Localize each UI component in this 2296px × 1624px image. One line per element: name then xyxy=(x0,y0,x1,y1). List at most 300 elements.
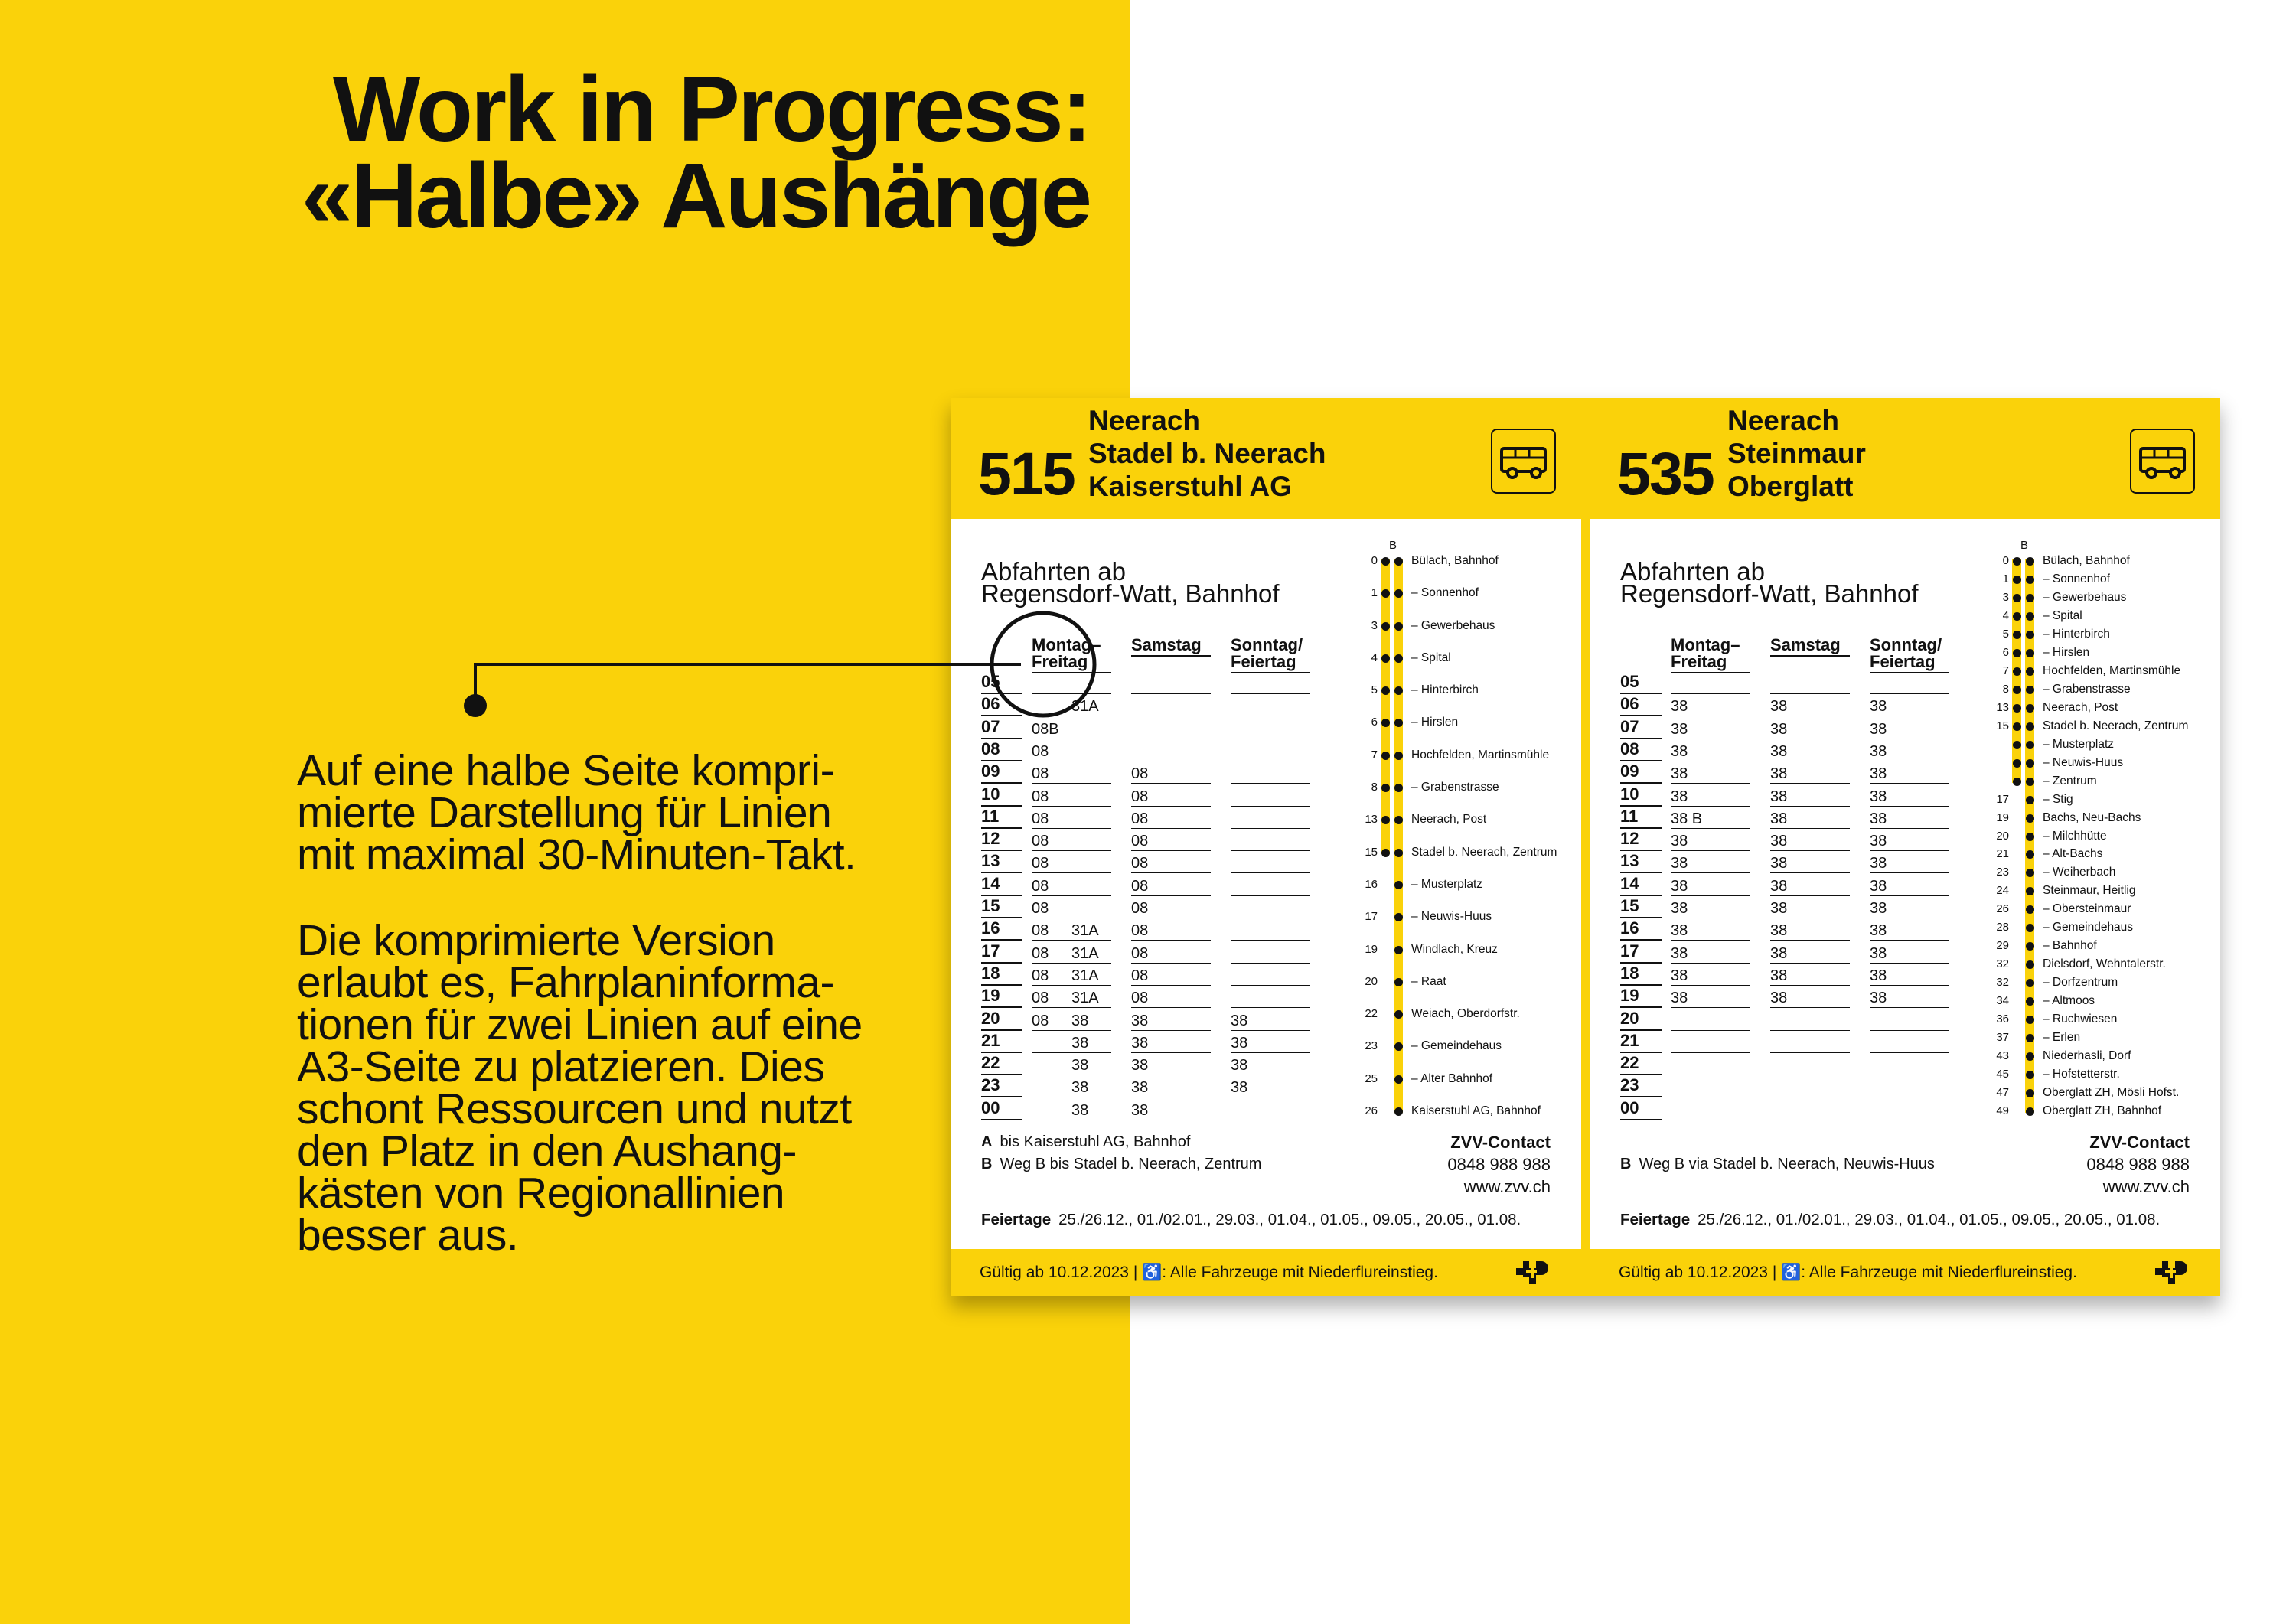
destination: Neerach xyxy=(1088,405,1201,436)
hour-cell: 09 xyxy=(1620,761,1662,784)
saturday-minute: 38 xyxy=(1770,990,1788,1007)
weekday-cell xyxy=(1671,896,1750,918)
departures-title xyxy=(1620,557,1919,608)
stop-name: Oberglatt ZH, Bahnhof xyxy=(2043,1104,2162,1117)
sunday-cell xyxy=(1870,964,1949,986)
stop-dot xyxy=(2026,631,2034,639)
saturday-cell xyxy=(1770,784,1850,807)
timetable-line-535 xyxy=(1590,398,2220,1296)
sunday-minute: 38 xyxy=(1870,855,1887,872)
sunday-cell xyxy=(1870,874,1949,896)
table-row xyxy=(981,672,1303,694)
stop-name: Hochfelden, Martinsmühle xyxy=(2043,664,2181,677)
route-variant-label: B xyxy=(1389,539,1397,552)
sunday-cell xyxy=(1231,761,1310,784)
stop-dot xyxy=(2026,796,2034,804)
swiss-post-logo xyxy=(1515,1260,1549,1286)
stop-dot-variant xyxy=(2013,667,2021,676)
saturday-cell xyxy=(1131,941,1211,964)
destination-list xyxy=(1088,404,1326,503)
stop-minute: 7 xyxy=(2002,664,2009,677)
stop-minute: 47 xyxy=(1996,1086,2009,1100)
sunday-minute: 38 xyxy=(1870,788,1887,805)
sunday-cell xyxy=(1870,986,1949,1008)
sunday-minute: 38 xyxy=(1870,944,1887,962)
stop-minute: 32 xyxy=(1996,957,2009,971)
stop-name: Stadel b. Neerach, Zentrum xyxy=(2043,719,2189,732)
stop-dot xyxy=(2026,557,2034,566)
weekday-minute: 38 xyxy=(1671,698,1688,716)
stop-dot-variant xyxy=(2013,631,2021,639)
saturday-cell xyxy=(1770,964,1850,986)
weekday-cell xyxy=(1032,784,1111,807)
stop-name: Neerach, Post xyxy=(2043,700,2118,714)
saturday-cell xyxy=(1770,717,1850,739)
saturday-cell xyxy=(1131,1009,1211,1031)
table-row xyxy=(981,1009,1303,1031)
stop-minute: 26 xyxy=(1365,1104,1378,1117)
weekday-minute: 38 B xyxy=(1671,810,1703,827)
table-row xyxy=(981,941,1303,964)
stop-minute: 19 xyxy=(1365,942,1378,956)
stop-dot-variant xyxy=(2013,704,2021,713)
stop-minute: 23 xyxy=(1996,866,2009,879)
stop-minute: 20 xyxy=(1365,974,1378,988)
stop-dot-variant xyxy=(2013,576,2021,584)
stop-name: – Hirslen xyxy=(1411,716,1459,729)
stop-name: – Gemeindehaus xyxy=(1411,1039,1502,1053)
saturday-cell xyxy=(1131,874,1211,896)
saturday-cell xyxy=(1770,1075,1850,1097)
stop-dot xyxy=(2026,722,2034,731)
table-row xyxy=(981,717,1303,739)
weekday-cell xyxy=(1671,829,1750,851)
saturday-minute: 38 xyxy=(1770,967,1788,984)
stop-minute: 29 xyxy=(1996,939,2009,953)
sunday-cell xyxy=(1231,964,1310,986)
description-paragraph-1 xyxy=(297,746,955,879)
table-row xyxy=(981,694,1303,716)
stop-dot xyxy=(2026,686,2034,694)
hour-cell: 14 xyxy=(1620,874,1662,896)
table-row xyxy=(981,1075,1303,1097)
stop-minute: 28 xyxy=(1996,921,2009,934)
hour-cell: 15 xyxy=(981,896,1022,918)
weekday-cell xyxy=(1671,1031,1750,1053)
hour-cell: 05 xyxy=(981,672,1022,694)
hour-cell: 09 xyxy=(981,761,1022,784)
stop-name: – Bahnhof xyxy=(2043,939,2097,953)
weekday-minute: 38 xyxy=(1671,967,1688,984)
table-row xyxy=(1620,1031,1942,1053)
saturday-minute: 38 xyxy=(1770,944,1788,962)
sunday-cell xyxy=(1870,851,1949,873)
zvv-contact xyxy=(1447,1131,1551,1198)
hour-cell: 19 xyxy=(981,986,1022,1008)
hour-cell: 11 xyxy=(1620,807,1662,829)
saturday-cell xyxy=(1770,694,1850,716)
description-line: erlaubt es, Fahrplaninforma- xyxy=(297,958,835,1007)
saturday-minute: 38 xyxy=(1131,1012,1149,1029)
saturday-cell xyxy=(1131,1031,1211,1053)
stop-dot xyxy=(2026,649,2034,657)
weekday-minute: 38 xyxy=(1671,788,1688,805)
sunday-minute: 38 xyxy=(1870,720,1887,738)
table-row xyxy=(1620,694,1942,716)
saturday-cell xyxy=(1131,784,1211,807)
stop-dot xyxy=(1394,1075,1403,1084)
hour-cell: 11 xyxy=(981,807,1022,829)
hour-cell: 13 xyxy=(1620,851,1662,873)
saturday-cell xyxy=(1131,918,1211,941)
table-row xyxy=(1620,1053,1942,1075)
hour-cell: 10 xyxy=(981,784,1022,807)
route-line-main xyxy=(1394,559,1403,1113)
hour-cell: 22 xyxy=(1620,1053,1662,1075)
stop-dot-variant xyxy=(1381,557,1390,566)
saturday-minute: 38 xyxy=(1770,765,1788,783)
weekday-cell xyxy=(1032,941,1111,964)
saturday-cell xyxy=(1131,1053,1211,1075)
table-row xyxy=(1620,941,1942,964)
validity-bar xyxy=(951,1249,1581,1296)
saturday-cell xyxy=(1770,874,1850,896)
stop-dot-variant xyxy=(2013,741,2021,749)
stop-name: – Erlen xyxy=(2043,1031,2081,1045)
stop-name: – Gemeindehaus xyxy=(2043,921,2134,934)
sunday-cell xyxy=(1231,1009,1310,1031)
saturday-minute: 38 xyxy=(1131,1057,1149,1075)
saturday-minute: 08 xyxy=(1131,990,1149,1007)
weekday-cell xyxy=(1032,918,1111,941)
stop-name: – Spital xyxy=(2043,608,2082,622)
stop-name: – Milchhütte xyxy=(2043,829,2107,843)
sunday-minute: 38 xyxy=(1870,810,1887,827)
description-line: schont Ressourcen und nutzt xyxy=(297,1084,852,1133)
stop-minute: 8 xyxy=(1371,781,1378,794)
stop-name: – Raat xyxy=(1411,974,1446,988)
destination: Steinmaur xyxy=(1727,438,1866,469)
holidays xyxy=(1620,1208,2160,1231)
weekday-minute: 08 xyxy=(1032,900,1049,917)
weekday-cell xyxy=(1671,851,1750,873)
stop-dot xyxy=(2026,1071,2034,1079)
weekday-minute: 08 xyxy=(1032,1012,1049,1029)
heading-line-2: «Halbe» Aushänge xyxy=(301,143,1090,247)
saturday-minute: 38 xyxy=(1131,1079,1149,1097)
weekday-cell xyxy=(1671,807,1750,829)
departures-station: Regensdorf-Watt, Bahnhof xyxy=(981,579,1280,608)
weekday-cell xyxy=(1671,694,1750,716)
sunday-cell xyxy=(1231,1075,1310,1097)
hour-cell: 18 xyxy=(1620,964,1662,986)
saturday-minute: 08 xyxy=(1131,810,1149,827)
sunday-cell xyxy=(1870,1009,1949,1031)
route-line-variant xyxy=(1381,559,1390,854)
description-line: Die komprimierte Version xyxy=(297,916,775,965)
stop-minute: 6 xyxy=(1371,716,1378,729)
stop-minute: 25 xyxy=(1365,1071,1378,1085)
saturday-cell xyxy=(1131,672,1211,694)
saturday-cell xyxy=(1770,986,1850,1008)
hour-cell: 05 xyxy=(1620,672,1662,694)
sunday-cell xyxy=(1870,694,1949,716)
stop-dot xyxy=(1394,1107,1403,1116)
weekday-cell xyxy=(1032,1009,1111,1031)
weekday-minute: 38 xyxy=(1671,833,1688,850)
sunday-cell xyxy=(1231,784,1310,807)
stop-name: Oberglatt ZH, Mösli Hofst. xyxy=(2043,1086,2180,1100)
table-row xyxy=(981,807,1303,829)
hour-cell: 17 xyxy=(981,941,1022,964)
table-row xyxy=(1620,761,1942,784)
description-line: kästen von Regionallinien xyxy=(297,1169,785,1218)
validity-text: Gültig ab 10.12.2023 | ♿: Alle Fahrzeuge mit Niederflureinstieg. xyxy=(1619,1264,2077,1281)
sunday-cell xyxy=(1231,874,1310,896)
hour-cell: 23 xyxy=(981,1075,1022,1097)
hour-cell: 06 xyxy=(1620,694,1662,716)
footnote-text: Weg B via Stadel b. Neerach, Neuwis-Huus xyxy=(1639,1156,1935,1172)
stop-dot xyxy=(1394,654,1403,663)
saturday-cell xyxy=(1770,1053,1850,1075)
stop-name: – Ruchwiesen xyxy=(2043,1013,2118,1026)
weekday-cell xyxy=(1032,1031,1111,1053)
stop-minute: 17 xyxy=(1365,910,1378,924)
saturday-minute: 38 xyxy=(1770,922,1788,940)
sunday-cell xyxy=(1870,829,1949,851)
stop-minute: 37 xyxy=(1996,1031,2009,1045)
hour-cell: 15 xyxy=(1620,896,1662,918)
poster-divider xyxy=(1581,398,1590,1296)
table-row xyxy=(981,761,1303,784)
validity-text: Gültig ab 10.12.2023 | ♿: Alle Fahrzeuge mit Niederflureinstieg. xyxy=(980,1264,1438,1281)
hour-cell: 10 xyxy=(1620,784,1662,807)
hour-cell: 07 xyxy=(981,717,1022,739)
sunday-minute: 38 xyxy=(1870,990,1887,1007)
hour-cell: 19 xyxy=(1620,986,1662,1008)
stop-minute: 3 xyxy=(1371,618,1378,632)
table-row xyxy=(1620,829,1942,851)
saturday-minute: 38 xyxy=(1770,788,1788,805)
weekday-minute: 38 xyxy=(1671,900,1688,917)
route-variant-label: B xyxy=(2020,539,2029,552)
stop-name: Niederhasli, Dorf xyxy=(2043,1049,2131,1063)
weekday-minute: 08B xyxy=(1032,720,1059,738)
timetable-line-515 xyxy=(951,398,1581,1296)
hour-cell: 13 xyxy=(981,851,1022,873)
stop-name: – Alt-Bachs xyxy=(2043,847,2103,861)
weekday-minute: 08 xyxy=(1032,810,1049,827)
weekday-minute: 38 xyxy=(1671,855,1688,872)
table-row xyxy=(1620,739,1942,761)
description-line: den Platz in den Aushang- xyxy=(297,1127,797,1176)
sunday-cell xyxy=(1870,1031,1949,1053)
stop-minute: 5 xyxy=(2002,627,2009,641)
stop-minute: 13 xyxy=(1365,813,1378,827)
stop-dot-variant xyxy=(2013,686,2021,694)
sunday-minute: 38 xyxy=(1231,1079,1248,1097)
saturday-minute: 08 xyxy=(1131,967,1149,984)
sunday-minute: 38 xyxy=(1231,1057,1248,1075)
weekday-cell xyxy=(1032,694,1111,716)
weekday-cell xyxy=(1032,851,1111,873)
table-row xyxy=(981,784,1303,807)
stop-dot xyxy=(2026,814,2034,823)
weekday-cell xyxy=(1032,807,1111,829)
stop-dot xyxy=(2026,833,2034,841)
stop-name: – Altmoos xyxy=(2043,994,2095,1008)
stop-dot-variant xyxy=(2013,649,2021,657)
weekday-minute: 08 xyxy=(1032,944,1049,962)
stop-dot xyxy=(1394,622,1403,631)
weekday-cell xyxy=(1032,672,1111,694)
weekday-cell xyxy=(1671,1098,1750,1120)
stop-name: Steinmaur, Heitlig xyxy=(2043,884,2136,898)
stop-name: – Hirslen xyxy=(2043,645,2090,659)
page-heading xyxy=(301,57,1090,247)
sunday-cell xyxy=(1870,717,1949,739)
stop-minute: 6 xyxy=(2002,645,2009,659)
saturday-minute: 38 xyxy=(1770,877,1788,895)
weekday-minute: 08 xyxy=(1032,967,1049,984)
sunday-cell xyxy=(1870,807,1949,829)
weekday-cell xyxy=(1032,717,1111,739)
destination: Oberglatt xyxy=(1727,471,1854,502)
heading-line-1: Work in Progress: xyxy=(333,57,1090,161)
sunday-cell xyxy=(1231,1053,1310,1075)
weekday-minute-2: 31A xyxy=(1071,698,1099,716)
description-line: tionen für zwei Linien auf eine xyxy=(297,1000,863,1049)
sunday-minute: 38 xyxy=(1870,698,1887,716)
saturday-cell xyxy=(1131,896,1211,918)
stop-minute: 3 xyxy=(2002,590,2009,604)
sunday-cell xyxy=(1870,672,1949,694)
sunday-minute: 38 xyxy=(1870,967,1887,984)
column-header-3: Sonntag/ Feiertag xyxy=(1231,637,1310,673)
stop-name: Bachs, Neu-Bachs xyxy=(2043,810,2141,824)
hour-cell: 14 xyxy=(981,874,1022,896)
hour-cell: 20 xyxy=(1620,1009,1662,1031)
footnote-key: B xyxy=(1620,1156,1632,1172)
sunday-minute: 38 xyxy=(1231,1034,1248,1052)
stop-name: Bülach, Bahnhof xyxy=(1411,554,1499,567)
weekday-cell xyxy=(1032,874,1111,896)
table-row xyxy=(1620,874,1942,896)
weekday-cell xyxy=(1671,1009,1750,1031)
table-row xyxy=(981,964,1303,986)
stop-name: – Obersteinmaur xyxy=(2043,902,2131,916)
stop-minute: 5 xyxy=(1371,683,1378,697)
stop-name: – Gewerbehaus xyxy=(1411,618,1495,632)
saturday-minute: 38 xyxy=(1131,1101,1149,1119)
stop-dot xyxy=(2026,759,2034,768)
weekday-minute: 38 xyxy=(1671,742,1688,760)
stop-name: – Sonnenhof xyxy=(2043,572,2110,585)
table-row xyxy=(981,1053,1303,1075)
timetable-header xyxy=(1590,398,2220,519)
weekday-cell xyxy=(1032,1053,1111,1075)
saturday-minute: 08 xyxy=(1131,833,1149,850)
weekday-cell xyxy=(1032,1098,1111,1120)
stop-name: Weiach, Oberdorfstr. xyxy=(1411,1007,1520,1021)
footnote-text: Weg B bis Stadel b. Neerach, Zentrum xyxy=(1000,1156,1262,1172)
saturday-minute: 08 xyxy=(1131,922,1149,940)
hour-cell: 17 xyxy=(1620,941,1662,964)
stop-dot xyxy=(2026,576,2034,584)
weekday-minute-2: 38 xyxy=(1071,1034,1089,1052)
weekday-minute-2: 38 xyxy=(1071,1012,1089,1029)
saturday-minute: 38 xyxy=(1770,833,1788,850)
table-row xyxy=(981,986,1303,1008)
hour-cell: 21 xyxy=(981,1031,1022,1053)
stop-name: – Sonnenhof xyxy=(1411,586,1479,600)
sunday-cell xyxy=(1231,986,1310,1008)
stop-minute: 49 xyxy=(1996,1104,2009,1117)
weekday-cell xyxy=(1671,964,1750,986)
sunday-cell xyxy=(1870,739,1949,761)
hour-cell: 06 xyxy=(981,694,1022,716)
stop-dot xyxy=(2026,612,2034,621)
stop-dot-variant xyxy=(1381,849,1390,857)
sunday-cell xyxy=(1231,851,1310,873)
saturday-minute: 08 xyxy=(1131,944,1149,962)
weekday-cell xyxy=(1671,761,1750,784)
stop-name: – Dorfzentrum xyxy=(2043,976,2118,990)
stop-minute: 21 xyxy=(1996,847,2009,861)
weekday-minute: 38 xyxy=(1671,877,1688,895)
sunday-cell xyxy=(1231,1031,1310,1053)
stop-name: – Hinterbirch xyxy=(2043,627,2110,641)
stop-minute: 1 xyxy=(2002,572,2009,585)
sunday-cell xyxy=(1870,1075,1949,1097)
stop-name: – Musterplatz xyxy=(2043,737,2115,751)
hour-cell: 00 xyxy=(981,1098,1022,1120)
stop-minute: 4 xyxy=(1371,651,1378,664)
table-row xyxy=(981,1031,1303,1053)
departures-label: Abfahrten ab xyxy=(981,557,1126,585)
table-row xyxy=(1620,1075,1942,1097)
stop-dot-variant xyxy=(1381,654,1390,663)
sunday-cell xyxy=(1231,941,1310,964)
weekday-cell xyxy=(1032,964,1111,986)
saturday-cell xyxy=(1131,986,1211,1008)
weekday-minute: 38 xyxy=(1671,990,1688,1007)
column-header-1: Montag– Freitag xyxy=(1032,637,1111,673)
saturday-cell xyxy=(1770,1009,1850,1031)
stop-name: – Musterplatz xyxy=(1411,877,1483,891)
stop-minute: 4 xyxy=(2002,608,2009,622)
footnote-key: B xyxy=(981,1156,993,1172)
weekday-minute: 08 xyxy=(1032,788,1049,805)
holidays-label: Feiertage xyxy=(981,1211,1052,1228)
table-row xyxy=(1620,896,1942,918)
weekday-cell xyxy=(1032,739,1111,761)
stop-name: – Spital xyxy=(1411,651,1451,664)
column-header-1: Montag– Freitag xyxy=(1671,637,1750,673)
saturday-cell xyxy=(1770,1031,1850,1053)
stop-dot-variant xyxy=(2013,759,2021,768)
stop-dot xyxy=(2026,667,2034,676)
sunday-cell xyxy=(1231,739,1310,761)
destination: Stadel b. Neerach xyxy=(1088,438,1326,469)
table-row xyxy=(1620,1009,1942,1031)
weekday-cell xyxy=(1671,739,1750,761)
table-row xyxy=(1620,1098,1942,1120)
sunday-cell xyxy=(1231,918,1310,941)
stop-minute: 34 xyxy=(1996,994,2009,1008)
saturday-cell xyxy=(1770,739,1850,761)
stop-dot-variant xyxy=(2013,778,2021,786)
